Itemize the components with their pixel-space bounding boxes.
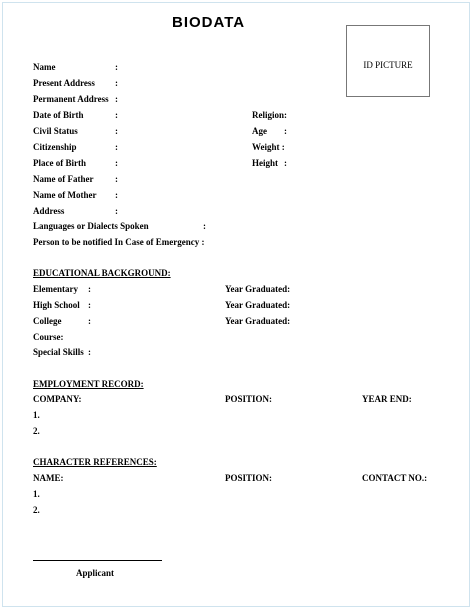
reference-item-2: 2. [33, 505, 40, 515]
course-label: Course: [33, 332, 64, 342]
present-address-colon: : [115, 78, 118, 88]
permanent-address-colon: : [115, 94, 118, 104]
age-label: Age [252, 126, 267, 136]
contact-no-column-label: CONTACT NO.: [362, 473, 428, 483]
employment-position-column-label: POSITION: [225, 394, 273, 404]
employment-item-2: 2. [33, 426, 40, 436]
page-title: BIODATA [172, 14, 246, 31]
name-of-father-label: Name of Father [33, 174, 94, 184]
company-column-label: COMPANY: [33, 394, 82, 404]
name-of-father-colon: : [115, 174, 118, 184]
id-picture-label: ID PICTURE [363, 60, 413, 70]
weight-label: Weight : [252, 142, 285, 152]
high-school-colon: : [88, 300, 91, 310]
date-of-birth-colon: : [115, 110, 118, 120]
reference-name-column-label: NAME: [33, 473, 64, 483]
special-skills-label: Special Skills [33, 347, 84, 357]
name-label: Name [33, 62, 56, 72]
signature-line [33, 560, 162, 561]
id-picture-box [346, 25, 430, 97]
languages-colon: : [203, 221, 206, 231]
employment-heading: EMPLOYMENT RECORD: [33, 379, 144, 389]
address-label: Address [33, 206, 65, 216]
civil-status-colon: : [115, 126, 118, 136]
permanent-address-label: Permanent Address [33, 94, 109, 104]
elementary-colon: : [88, 284, 91, 294]
high-school-label: High School [33, 300, 80, 310]
languages-label: Languages or Dialects Spoken [33, 221, 149, 231]
place-of-birth-colon: : [115, 158, 118, 168]
citizenship-colon: : [115, 142, 118, 152]
height-label: Height [252, 158, 278, 168]
references-heading: CHARACTER REFERENCES: [33, 457, 157, 467]
citizenship-label: Citizenship [33, 142, 77, 152]
civil-status-label: Civil Status [33, 126, 78, 136]
height-colon: : [284, 158, 287, 168]
present-address-label: Present Address [33, 78, 95, 88]
reference-item-1: 1. [33, 489, 40, 499]
religion-label: Religion: [252, 110, 287, 120]
high-school-year-label: Year Graduated: [225, 300, 291, 310]
date-of-birth-label: Date of Birth [33, 110, 84, 120]
elementary-label: Elementary [33, 284, 78, 294]
year-end-column-label: YEAR END: [362, 394, 412, 404]
college-colon: : [88, 316, 91, 326]
name-of-mother-colon: : [115, 190, 118, 200]
elementary-year-label: Year Graduated: [225, 284, 291, 294]
place-of-birth-label: Place of Birth [33, 158, 86, 168]
college-year-label: Year Graduated: [225, 316, 291, 326]
applicant-label: Applicant [76, 568, 115, 578]
name-colon: : [115, 62, 118, 72]
employment-item-1: 1. [33, 410, 40, 420]
college-label: College [33, 316, 62, 326]
special-skills-colon: : [88, 347, 91, 357]
emergency-contact-label: Person to be notified In Case of Emergency : [33, 237, 205, 247]
age-colon: : [284, 126, 287, 136]
reference-position-column-label: POSITION: [225, 473, 273, 483]
address-colon: : [115, 206, 118, 216]
name-of-mother-label: Name of Mother [33, 190, 97, 200]
education-heading: EDUCATIONAL BACKGROUND: [33, 268, 171, 278]
